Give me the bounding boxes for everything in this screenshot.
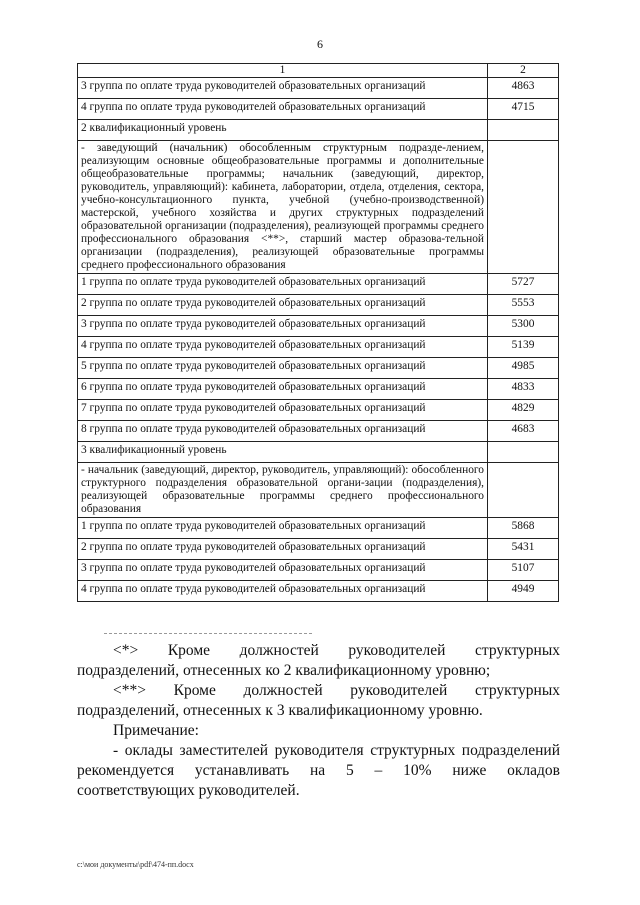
row-salary — [488, 141, 559, 274]
row-label: 3 группа по оплате труда руководителей образовательных организаций — [78, 316, 488, 337]
row-salary: 4985 — [488, 358, 559, 379]
row-label: 4 группа по оплате труда руководителей образовательных организаций — [78, 99, 488, 120]
table-row — [78, 316, 559, 337]
row-salary: 5139 — [488, 337, 559, 358]
note-title — [77, 721, 560, 741]
column-header-2: 2 — [488, 64, 559, 78]
note-text: - оклады заместителей руководителя структурных подразделений рекомендуется устанавливать на 5 – 10% ниже окладов соответствующих руководителей. — [77, 742, 560, 799]
table-row — [78, 421, 559, 442]
row-salary: 4863 — [488, 78, 559, 99]
table-row — [78, 358, 559, 379]
row-salary: 4683 — [488, 421, 559, 442]
note-title-text: Примечание: — [113, 722, 199, 739]
row-label: 5 группа по оплате труда руководителей образовательных организаций — [78, 358, 488, 379]
row-salary: 4829 — [488, 400, 559, 421]
row-salary: 5553 — [488, 295, 559, 316]
row-label: 3 группа по оплате труда руководителей образовательных организаций — [78, 560, 488, 581]
qualification-level-label: 2 квалификационный уровень — [78, 120, 488, 141]
column-header-1: 1 — [78, 64, 488, 78]
position-description-row — [78, 141, 559, 274]
table-row — [78, 99, 559, 120]
table-row — [78, 400, 559, 421]
row-label: 3 группа по оплате труда руководителей образовательных организаций — [78, 78, 488, 99]
row-salary: 4715 — [488, 99, 559, 120]
table-row — [78, 295, 559, 316]
table-row — [78, 518, 559, 539]
row-label: 4 группа по оплате труда руководителей образовательных организаций — [78, 581, 488, 602]
qualification-level-label: 3 квалификационный уровень — [78, 442, 488, 463]
table-row — [78, 581, 559, 602]
salary-table — [77, 63, 559, 602]
page-number: 6 — [317, 37, 323, 51]
footnote-1: <*> Кроме должностей руководителей структурных подразделений, отнесенных ко 2 квалификационному уровню; — [77, 642, 560, 679]
table-row — [78, 560, 559, 581]
footnote-2: <**> Кроме должностей руководителей структурных подразделений, отнесенных к 3 квалификационному уровню. — [77, 682, 560, 719]
row-salary: 5727 — [488, 274, 559, 295]
row-salary: 4833 — [488, 379, 559, 400]
table-row — [78, 337, 559, 358]
row-salary — [488, 120, 559, 141]
file-path: c:\мои документы\pdf\474-пп.docx — [77, 860, 194, 869]
table-row — [78, 539, 559, 560]
row-label: 1 группа по оплате труда руководителей образовательных организаций — [78, 518, 488, 539]
qualification-level-row — [78, 442, 559, 463]
row-salary: 4949 — [488, 581, 559, 602]
row-label: 2 группа по оплате труда руководителей образовательных организаций — [78, 539, 488, 560]
row-label: 2 группа по оплате труда руководителей образовательных организаций — [78, 295, 488, 316]
table-row — [78, 78, 559, 99]
row-label: 4 группа по оплате труда руководителей образовательных организаций — [78, 337, 488, 358]
qualification-level-row — [78, 120, 559, 141]
note-body — [77, 741, 560, 801]
position-description: - заведующий (начальник) обособленным структурным подразде-лением, реализующим основные общеобразовательные программы и дополнительные общеобразовательные программы; начальник (заведующий, директор, руководитель, управляющий): кабинета, лаборатории, отдела, отделения, сектора, учебно-консультационного пункта, учебной (учебно-производственной) мастерской, учебного хозяйства и других структурных подразделений образовательной организации (подразделения), реализующей программы среднего профессионального образования <**>, старший мастер образова-тельной организации (подразделения), реализующей образовательные программы среднего профессионального образования — [78, 141, 488, 274]
row-label: 6 группа по оплате труда руководителей образовательных организаций — [78, 379, 488, 400]
row-label: 8 группа по оплате труда руководителей образовательных организаций — [78, 421, 488, 442]
footnotes — [77, 641, 560, 721]
row-salary: 5107 — [488, 560, 559, 581]
row-salary — [488, 442, 559, 463]
row-label: 1 группа по оплате труда руководителей образовательных организаций — [78, 274, 488, 295]
table-row — [78, 379, 559, 400]
position-description-row — [78, 463, 559, 518]
row-salary: 5431 — [488, 539, 559, 560]
position-description: - начальник (заведующий, директор, руководитель, управляющий): обособленного структурного подразделения образовательной органи-зации (подразделения), реализующей образовательные программы среднего профессионального образования — [78, 463, 488, 518]
footnote-separator — [104, 633, 312, 634]
table-row — [78, 274, 559, 295]
table-header-row — [78, 64, 559, 78]
row-salary: 5300 — [488, 316, 559, 337]
row-salary — [488, 463, 559, 518]
row-salary: 5868 — [488, 518, 559, 539]
row-label: 7 группа по оплате труда руководителей образовательных организаций — [78, 400, 488, 421]
